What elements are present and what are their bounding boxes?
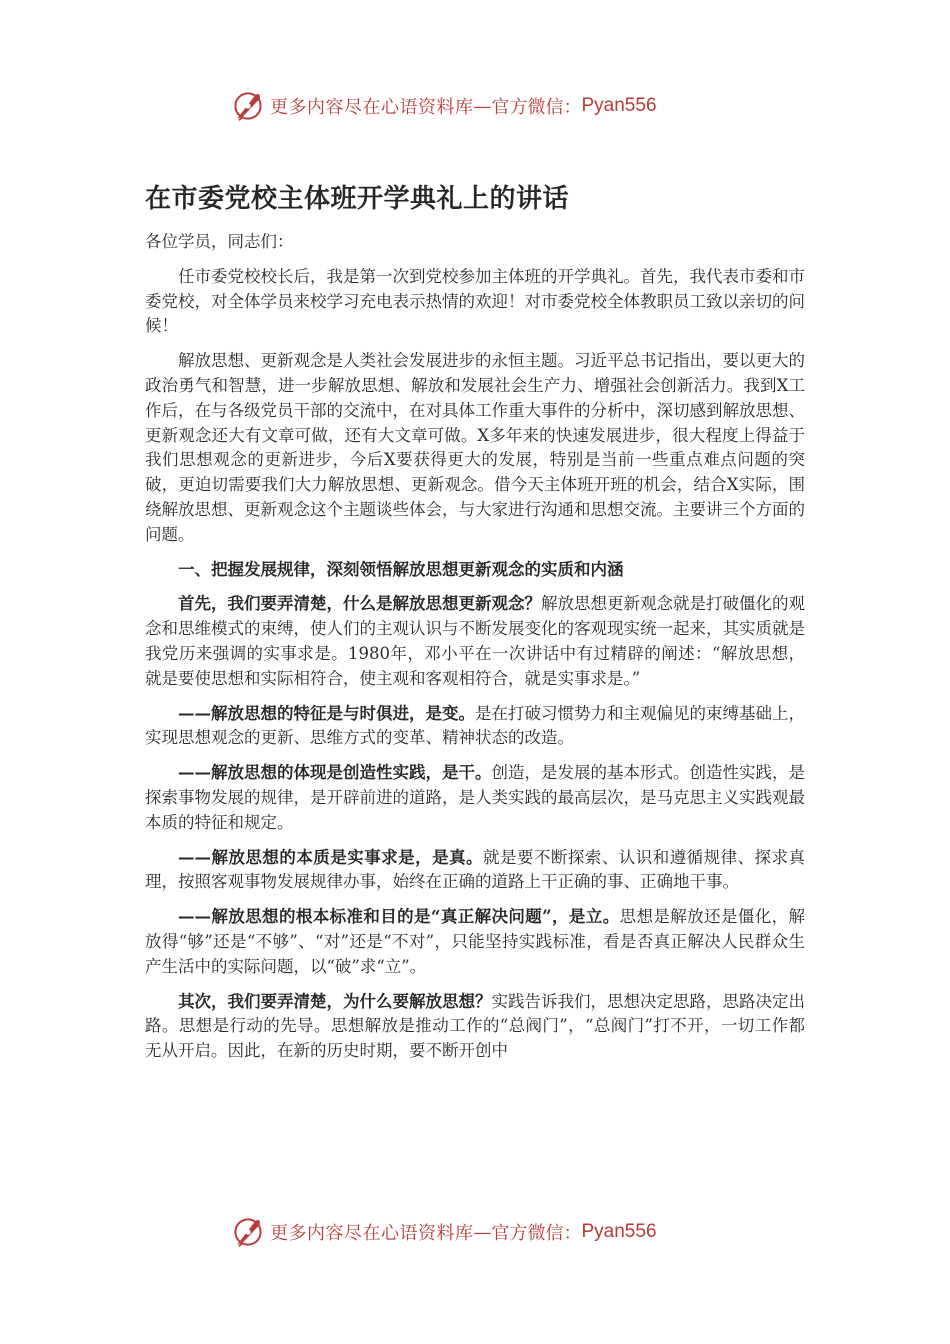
quill-pen-logo-icon [230,88,266,124]
salutation: 各位学员，同志们： [145,232,294,251]
paragraph-intro: 任市委党校校长后，我是第一次到党校参加主体班的开学典礼。首先，我代表市委和市委党校，对全体学员来校学习充电表示热情的欢迎！对市委党校全体教职员工致以亲切的问候！ [145,266,805,336]
paragraph-essence [145,846,805,896]
paragraph-what-is [145,592,805,691]
paragraph-feature [145,702,805,752]
paragraph-practice-lead: ——解放思想的体现是创造性实践，是干。 [178,763,492,783]
banner-text: 更多内容尽在心语资料库 [270,97,474,118]
header-banner [230,86,657,126]
footer-banner-wechat-label: 官方微信： [491,1223,582,1244]
paragraph-what-is-lead: 首先，我们要弄清楚，什么是解放思想更新观念？ [178,594,541,614]
footer-banner-dash: — [473,1221,492,1243]
footer-banner-text: 更多内容尽在心语资料库 [270,1223,474,1244]
paragraph-standard-lead: ——解放思想的根本标准和目的是“真正解决问题”，是立。 [178,907,620,927]
banner-wechat-label: 官方微信： [491,97,582,118]
banner-dash: — [473,95,492,117]
paragraph-feature-lead: ——解放思想的特征是与时俱进，是变。 [178,703,475,723]
footer-banner-wechat-id: Pyan556 [581,1221,657,1242]
section-heading-1 [145,558,805,583]
paragraph-feature-text: 是在打破习惯势力和主观偏见的束缚基础上，实现思想观念的更新、思维方式的变革、精神状态的改造。 [145,703,805,748]
document-body [145,230,805,1074]
paragraph-standard [145,905,805,979]
paragraph-essence-lead: ——解放思想的本质是实事求是，是真。 [178,847,484,867]
footer-banner [230,1212,657,1252]
paragraph-practice-text: 创造，是发展的基本形式。创造性实践，是探索事物发展的规律，是开辟前进的道路，是人类实践的最高层次，是马克思主义实践观最本质的特征和规定。 [145,763,805,832]
paragraph-theme: 解放思想、更新观念是人类社会发展进步的永恒主题。习近平总书记指出，要以更大的政治勇气和智慧，进一步解放思想、解放和发展社会生产力、增强社会创新活力。我到X工作后，在与各级党员干部的交流中，在对具体工作重大事件的分析中，深切感到解放思想、更新观念还大有文章可做，还有大文章可做。X多年来的快速发展进步，很大程度上得益于我们思想观念的更新进步，今后X要获得更大的发展，特别是当前一些重点难点问题的突破，更迫切需要我们大力解放思想、更新观念。借今天主体班开班的机会，结合X实际，围绕解放思想、更新观念这个主题谈些体会，与大家进行沟通和思想交流。主要讲三个方面的问题。 [145,351,805,544]
document-title: 在市委党校主体班开学典礼上的讲话 [145,184,570,214]
paragraph-standard-text: 思想是解放还是僵化，解放得“够”还是“不够”、“对”还是“不对”，只能坚持实践标准，看是否真正解决人民群众生产生活中的实际问题，以“破”求“立”。 [145,907,806,976]
paragraph-essence-text: 就是要不断探索、认识和遵循规律、探求真理，按照客观事物发展规律办事，始终在正确的道路上干正确的事、正确地干事。 [145,847,806,892]
paragraph-why [145,990,805,1064]
quill-pen-logo-icon [230,1214,266,1250]
paragraph-why-text: 实践告诉我们，思想决定思路，思路决定出路。思想是行动的先导。思想解放是推动工作的“总阀门”，“总阀门”打不开，一切工作都无从开启。因此，在新的历史时期，要不断开创中 [145,991,805,1061]
paragraph-why-lead: 其次，我们要弄清楚，为什么要解放思想？ [178,991,492,1011]
section-heading-1-text: 一、把握发展规律，深刻领悟解放思想更新观念的实质和内涵 [178,559,624,579]
paragraph-what-is-text: 解放思想更新观念就是打破僵化的观念和思维模式的束缚，使人们的主观认识与不断发展变化的客观现实统一起来，其实质就是我党历来强调的实事求是。1980年，邓小平在一次讲话中有过精辟的阐述：“解放思想，就是要使思想和实际相符合，使主观和客观相符合，就是实事求是。” [145,594,805,688]
banner-wechat-id: Pyan556 [581,95,657,116]
paragraph-practice [145,761,805,835]
